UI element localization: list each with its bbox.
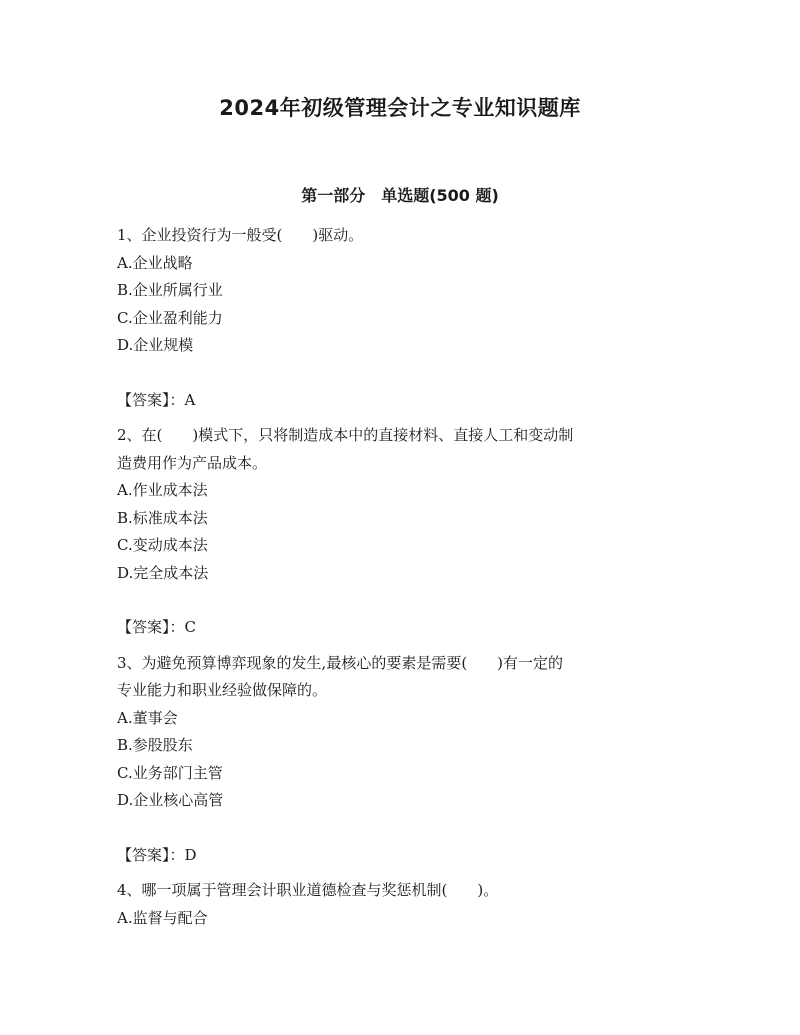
question-stem-line: 1、企业投资行为一般受( )驱动。 xyxy=(117,226,364,244)
question-option: B.参股股东 xyxy=(117,736,193,754)
question-option: C.业务部门主管 xyxy=(117,763,223,782)
question-stem xyxy=(117,877,677,905)
question-stem-line: 专业能力和职业经验做保障的。 xyxy=(117,681,328,699)
question-item xyxy=(117,650,677,870)
question-stem-line: 2、在( )模式下，只将制造成本中的直接材料、直接人工和变动制 xyxy=(117,426,574,444)
question-item xyxy=(117,877,677,932)
question-answer: 【答案】：A xyxy=(117,390,196,409)
question-option: B.标准成本法 xyxy=(117,508,208,527)
question-option: A.董事会 xyxy=(117,708,178,727)
question-option: D.完全成本法 xyxy=(117,563,209,582)
question-item xyxy=(117,222,677,414)
question-option: B.企业所属行业 xyxy=(117,281,223,299)
question-stem-line: 3、为避免预算博弈现象的发生,最核心的要素是需要( )有一定的 xyxy=(117,653,564,672)
question-option: D.企业规模 xyxy=(117,336,194,354)
question-item xyxy=(117,422,677,642)
question-list xyxy=(117,222,677,932)
question-option: C.变动成本法 xyxy=(117,536,208,554)
question-answer: 【答案】：C xyxy=(117,618,196,636)
question-option: C.企业盈利能力 xyxy=(117,308,223,327)
question-stem xyxy=(117,422,677,477)
question-option: A.企业战略 xyxy=(117,253,193,272)
section-title: 第一部分 单选题(500 题) xyxy=(301,186,499,205)
question-option: A.作业成本法 xyxy=(117,481,208,499)
document-title: 2024年初级管理会计之专业知识题库 xyxy=(219,96,581,120)
question-stem xyxy=(117,650,677,705)
question-option: D.企业核心高管 xyxy=(117,791,224,809)
question-stem-line: 4、哪一项属于管理会计职业道德检查与奖惩机制( )。 xyxy=(117,881,499,899)
question-stem xyxy=(117,222,677,250)
question-stem-line: 造费用作为产品成本。 xyxy=(117,453,268,472)
question-option: A.监督与配合 xyxy=(117,908,208,927)
question-answer: 【答案】：D xyxy=(117,845,197,864)
